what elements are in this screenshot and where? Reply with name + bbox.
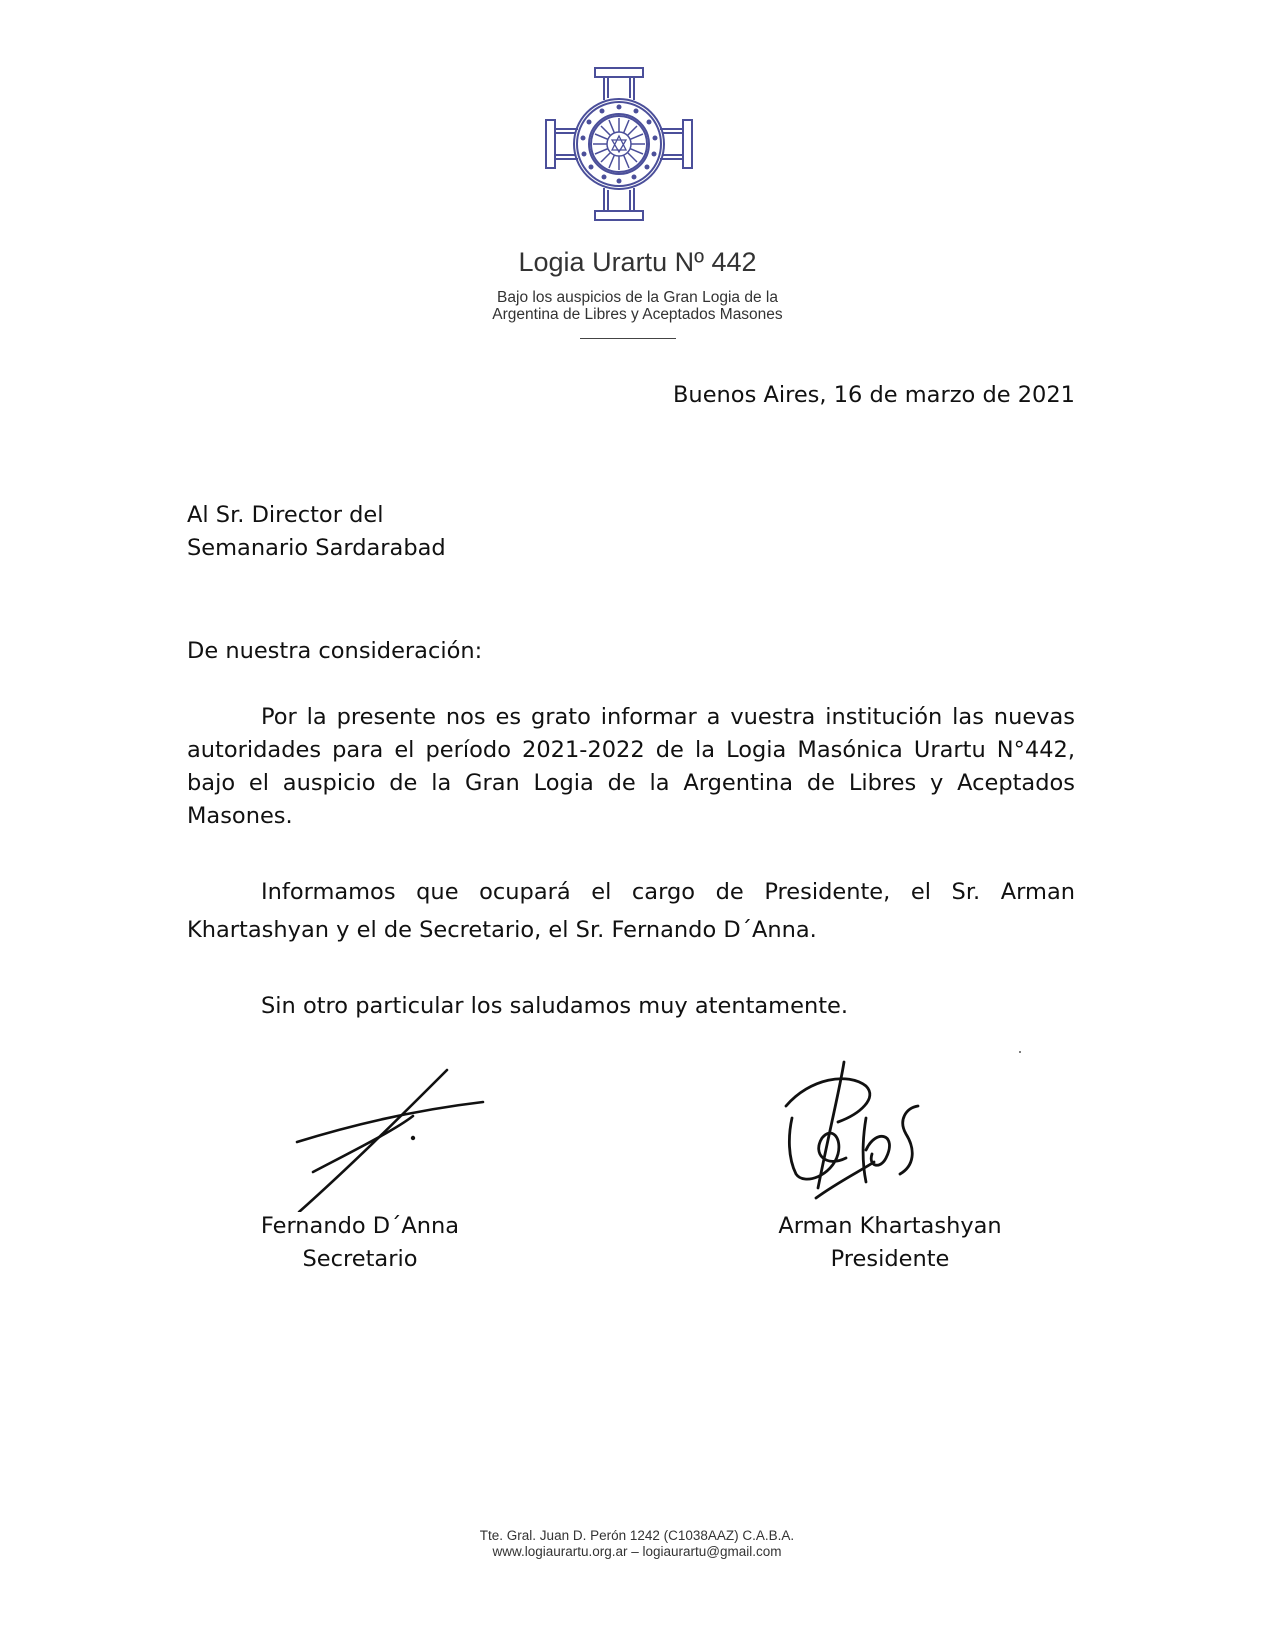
recipient-line2: Semanario Sardarabad: [187, 535, 446, 561]
signer-role: Secretario: [302, 1246, 418, 1272]
secretary-signature: [295, 1062, 493, 1212]
organization-subtitle-line2: Argentina de Libres y Aceptados Masones: [492, 306, 783, 323]
body-paragraph-1: Por la presente nos es grato informar a vuestra institución las nuevas autoridades para el período 2021-2022 de la Logia Masónica Urartu N°442, bajo el auspicio de la Gran Logia de la Argentina de Libres y Aceptados Masones.: [187, 704, 1075, 829]
organization-name: Logia Urartu Nº 442: [518, 247, 757, 277]
signer-secretary: [210, 1210, 510, 1276]
signer-name: Fernando D´Anna: [260, 1213, 460, 1239]
body-paragraph-3: Sin otro particular los saludamos muy atentamente.: [261, 993, 849, 1019]
organization-subtitle-line1: Bajo los auspicios de la Gran Logia de la: [497, 289, 778, 306]
footer-address: Tte. Gral. Juan D. Perón 1242 (C1038AAZ) C.A.B.A.: [479, 1528, 795, 1543]
signer-name: Arman Khartashyan: [778, 1213, 1002, 1239]
letter-date: Buenos Aires, 16 de marzo de 2021: [673, 382, 1075, 408]
letterhead-divider: [580, 338, 676, 339]
body-paragraph-2: Informamos que ocupará el cargo de Presidente, el Sr. Arman Khartashyan y el de Secretario, el Sr. Fernando D´Anna.: [187, 879, 1075, 943]
stray-dot: [1019, 1051, 1021, 1053]
president-signature: [782, 1058, 932, 1208]
signer-president: [740, 1210, 1040, 1276]
salutation: De nuestra consideración:: [187, 638, 483, 664]
recipient-line1: Al Sr. Director del: [187, 502, 384, 528]
masonic-cross-emblem-icon: [544, 66, 694, 222]
footer-contact: www.logiaurartu.org.ar – logiaurartu@gmail.com: [492, 1544, 782, 1559]
signer-role: Presidente: [830, 1246, 950, 1272]
